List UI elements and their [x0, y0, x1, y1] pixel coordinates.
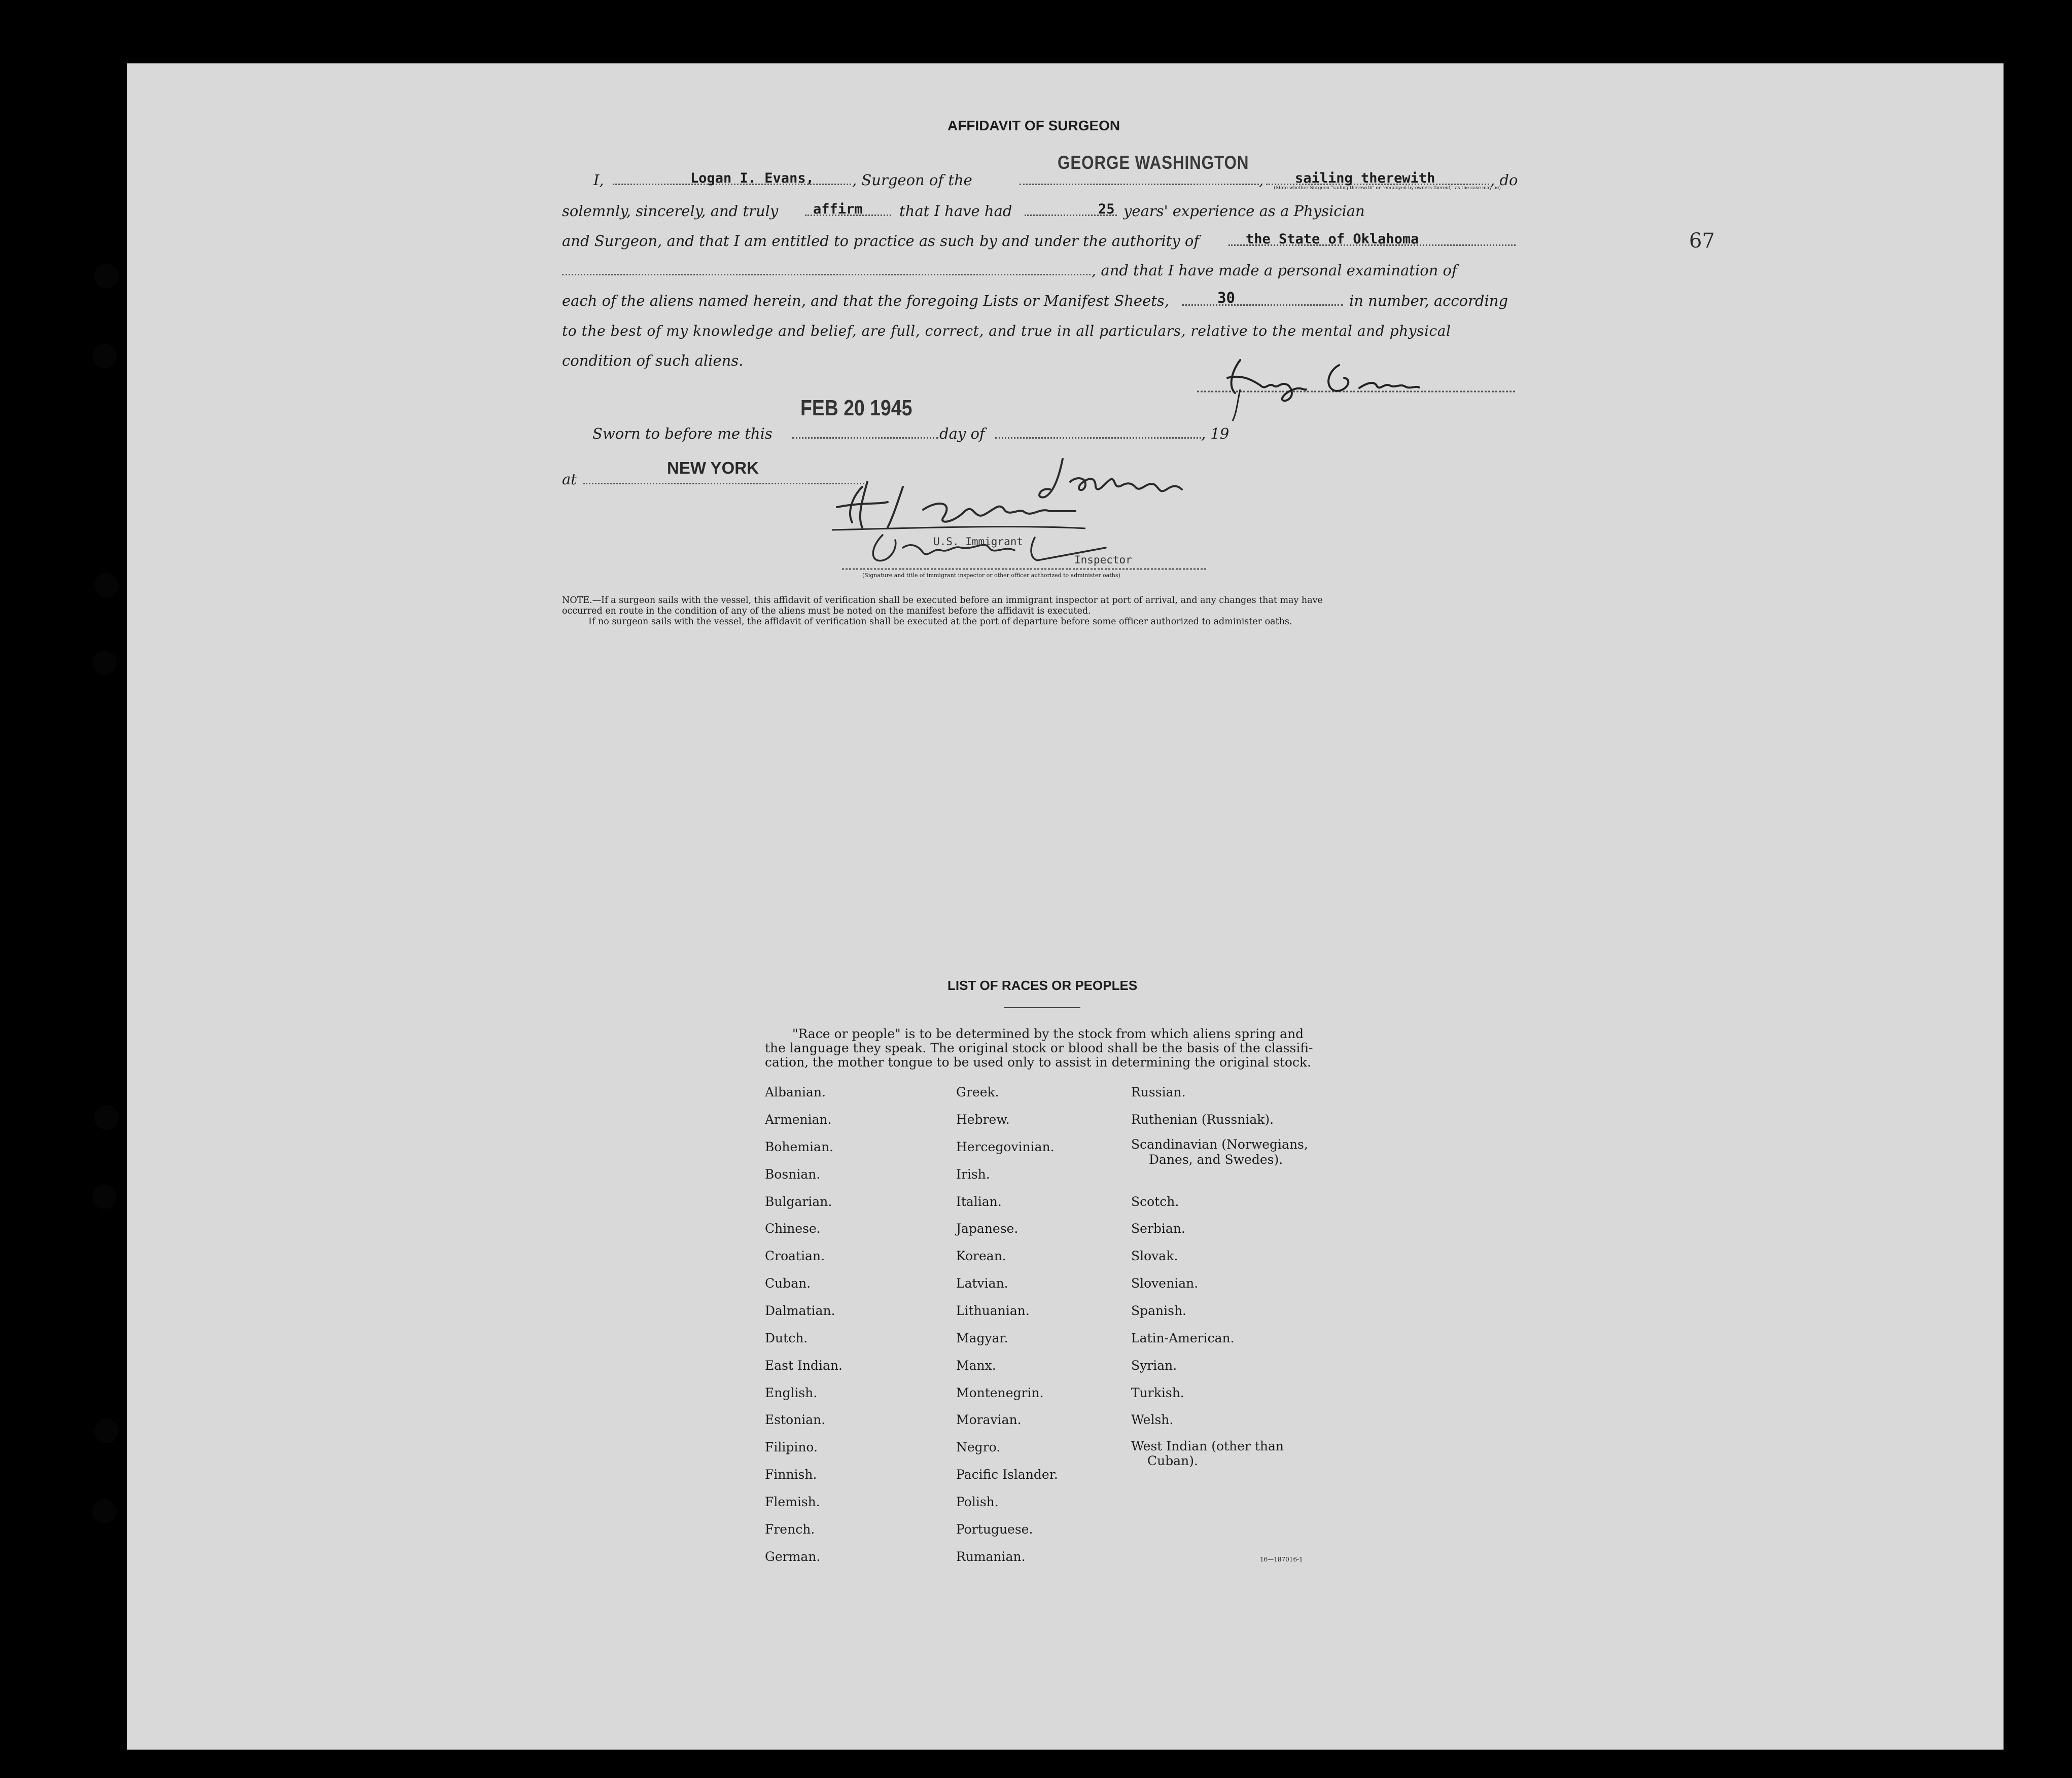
affidavit-text: each of the aliens named herein, and that the foregoing Lists or Manifest Sheets,	[562, 292, 1170, 309]
race-item: Negro.	[956, 1440, 1001, 1454]
race-item: Croatian.	[765, 1249, 825, 1263]
sheet-count: 30	[1217, 289, 1235, 306]
punch-hole	[92, 1185, 117, 1209]
page-number: 67	[1689, 229, 1715, 253]
race-item: Greek.	[956, 1085, 999, 1099]
race-item: Cuban.	[765, 1276, 811, 1291]
race-item: Montenegrin.	[956, 1385, 1044, 1400]
race-item: Spanish.	[1131, 1303, 1187, 1318]
affidavit-text: and Surgeon, and that I am entitled to practice as such by and under the authority of	[562, 232, 1200, 250]
note-line: NOTE.—If a surgeon sails with the vessel, this affidavit of verification shall be executed before an immigrant inspector at port of arrival, and any changes that may have	[562, 595, 1323, 606]
race-item: Japanese.	[956, 1221, 1019, 1236]
race-item: East Indian.	[765, 1358, 842, 1373]
race-item: Dutch.	[765, 1331, 808, 1345]
race-item: Chinese.	[765, 1221, 821, 1236]
fill-line	[1182, 304, 1343, 306]
punch-hole	[94, 264, 119, 288]
surgeon-name: Logan I. Evans,	[690, 170, 814, 186]
races-intro-line: cation, the mother tongue to be used only to assist in determining the original stock.	[765, 1055, 1311, 1070]
race-item: Magyar.	[956, 1331, 1008, 1345]
races-title: LIST OF RACES OR PEOPLES	[947, 978, 1138, 993]
race-item: Rumanian.	[956, 1549, 1026, 1564]
race-item: Estonian.	[765, 1412, 826, 1427]
inspector-title: U.S. Immigrant	[933, 536, 1024, 548]
affidavit-title: AFFIDAVIT OF SURGEON	[947, 118, 1120, 133]
affidavit-text: day of	[939, 425, 985, 442]
race-item: Latvian.	[956, 1276, 1008, 1291]
race-item: Dalmatian.	[765, 1303, 835, 1318]
fill-line	[792, 437, 938, 439]
inspector-title: Inspector	[1074, 554, 1132, 566]
race-item: Italian.	[956, 1194, 1002, 1209]
race-item: Portuguese.	[956, 1522, 1033, 1537]
race-item: Latin-American.	[1131, 1331, 1235, 1345]
ship-name-stamp: GEORGE WASHINGTON	[1058, 152, 1249, 173]
affidavit-text: condition of such aliens.	[562, 352, 744, 369]
race-item: Serbian.	[1131, 1221, 1185, 1236]
affidavit-text: , and that I have made a personal examination of	[1092, 262, 1457, 279]
races-intro-line: the language they speak. The original stock or blood shall be the basis of the classifi-	[765, 1041, 1313, 1055]
note-line: occurred en route in the condition of any of the aliens must be noted on the manifest before the affidavit is executed.	[562, 606, 1091, 616]
inspector-signature	[822, 451, 1227, 578]
affidavit-text: to the best of my knowledge and belief, are full, correct, and true in all particulars, relative to the mental and physical	[562, 323, 1451, 339]
sailing-note: (State whether Surgeon "sailing therewith" or "employed by owners thereof," as the case may be)	[1274, 186, 1501, 191]
punch-hole	[94, 1419, 119, 1443]
race-item: Filipino.	[765, 1440, 818, 1454]
race-item: Finnish.	[765, 1467, 817, 1482]
oath-type: affirm	[813, 201, 863, 217]
affidavit-text: solemnly, sincerely, and truly	[562, 202, 779, 220]
race-item: Bosnian.	[765, 1167, 821, 1182]
race-item: Welsh.	[1131, 1412, 1174, 1427]
place-stamp: NEW YORK	[667, 458, 759, 477]
document-page	[127, 63, 2004, 1750]
affidavit-text: in number, according	[1349, 292, 1508, 309]
affidavit-text: years' experience as a Physician	[1123, 202, 1365, 220]
note-line: If no surgeon sails with the vessel, the affidavit of verification shall be executed at the port of departure before some officer authorized to administer oaths.	[588, 617, 1292, 627]
form-code: 16—187016-1	[1260, 1556, 1303, 1563]
race-item: French.	[765, 1522, 815, 1537]
race-item: Korean.	[956, 1249, 1006, 1263]
surgeon-signature	[1192, 350, 1522, 426]
race-item: Pacific Islander.	[956, 1467, 1058, 1482]
race-item: Flemish.	[765, 1495, 820, 1509]
race-item: Bulgarian.	[765, 1194, 832, 1209]
signature-caption: (Signature and title of immigrant inspector or other officer authorized to administer oaths)	[862, 572, 1120, 579]
affidavit-text: , Surgeon of the	[852, 171, 972, 189]
race-item: Bohemian.	[765, 1140, 833, 1154]
affidavit-text: Sworn to before me this	[592, 425, 772, 442]
affidavit-text: that I have had	[899, 202, 1012, 220]
race-item: Slovenian.	[1131, 1276, 1199, 1291]
race-item: Hebrew.	[956, 1112, 1010, 1127]
affidavit-text: , do	[1490, 171, 1518, 189]
race-item: Scotch.	[1131, 1194, 1179, 1209]
race-item: Turkish.	[1131, 1385, 1184, 1400]
race-item: Scandinavian (Norwegians,	[1131, 1137, 1308, 1152]
authority: the State of Oklahoma	[1246, 231, 1419, 247]
race-item: West Indian (other than	[1131, 1439, 1284, 1453]
affidavit-text: ,	[1259, 171, 1264, 189]
divider	[1004, 1007, 1080, 1008]
race-item: Cuban).	[1147, 1453, 1198, 1468]
race-item: English.	[765, 1385, 818, 1400]
race-item: Irish.	[956, 1167, 990, 1182]
fill-line	[562, 274, 1091, 275]
affidavit-text: , 19	[1201, 425, 1230, 442]
affidavit-text: I,	[593, 171, 604, 189]
punch-hole	[92, 344, 117, 368]
race-item: Albanian.	[765, 1085, 826, 1099]
date-stamp: FEB 20 1945	[800, 396, 912, 420]
punch-hole	[92, 651, 117, 675]
fill-line	[1020, 184, 1259, 185]
affidavit-text: at	[562, 471, 577, 488]
race-item: Moravian.	[956, 1412, 1022, 1427]
punch-hole	[94, 573, 119, 597]
race-item: Slovak.	[1131, 1249, 1178, 1263]
race-item: Manx.	[956, 1358, 996, 1373]
races-intro-line: "Race or people" is to be determined by the stock from which aliens spring and	[792, 1026, 1304, 1041]
fill-line	[995, 437, 1201, 439]
race-item: Syrian.	[1131, 1358, 1177, 1373]
race-item: Lithuanian.	[956, 1303, 1030, 1318]
race-item: Armenian.	[765, 1112, 832, 1127]
sailing-status: sailing therewith	[1295, 170, 1435, 186]
race-item: Danes, and Swedes).	[1149, 1152, 1283, 1167]
punch-hole	[94, 1106, 119, 1130]
punch-hole	[92, 1499, 117, 1523]
race-item: German.	[765, 1549, 821, 1564]
race-item: Russian.	[1131, 1085, 1186, 1099]
race-item: Ruthenian (Russniak).	[1131, 1112, 1274, 1127]
years-experience: 25	[1098, 201, 1115, 217]
race-item: Polish.	[956, 1495, 999, 1509]
race-item: Hercegovinian.	[956, 1140, 1055, 1154]
